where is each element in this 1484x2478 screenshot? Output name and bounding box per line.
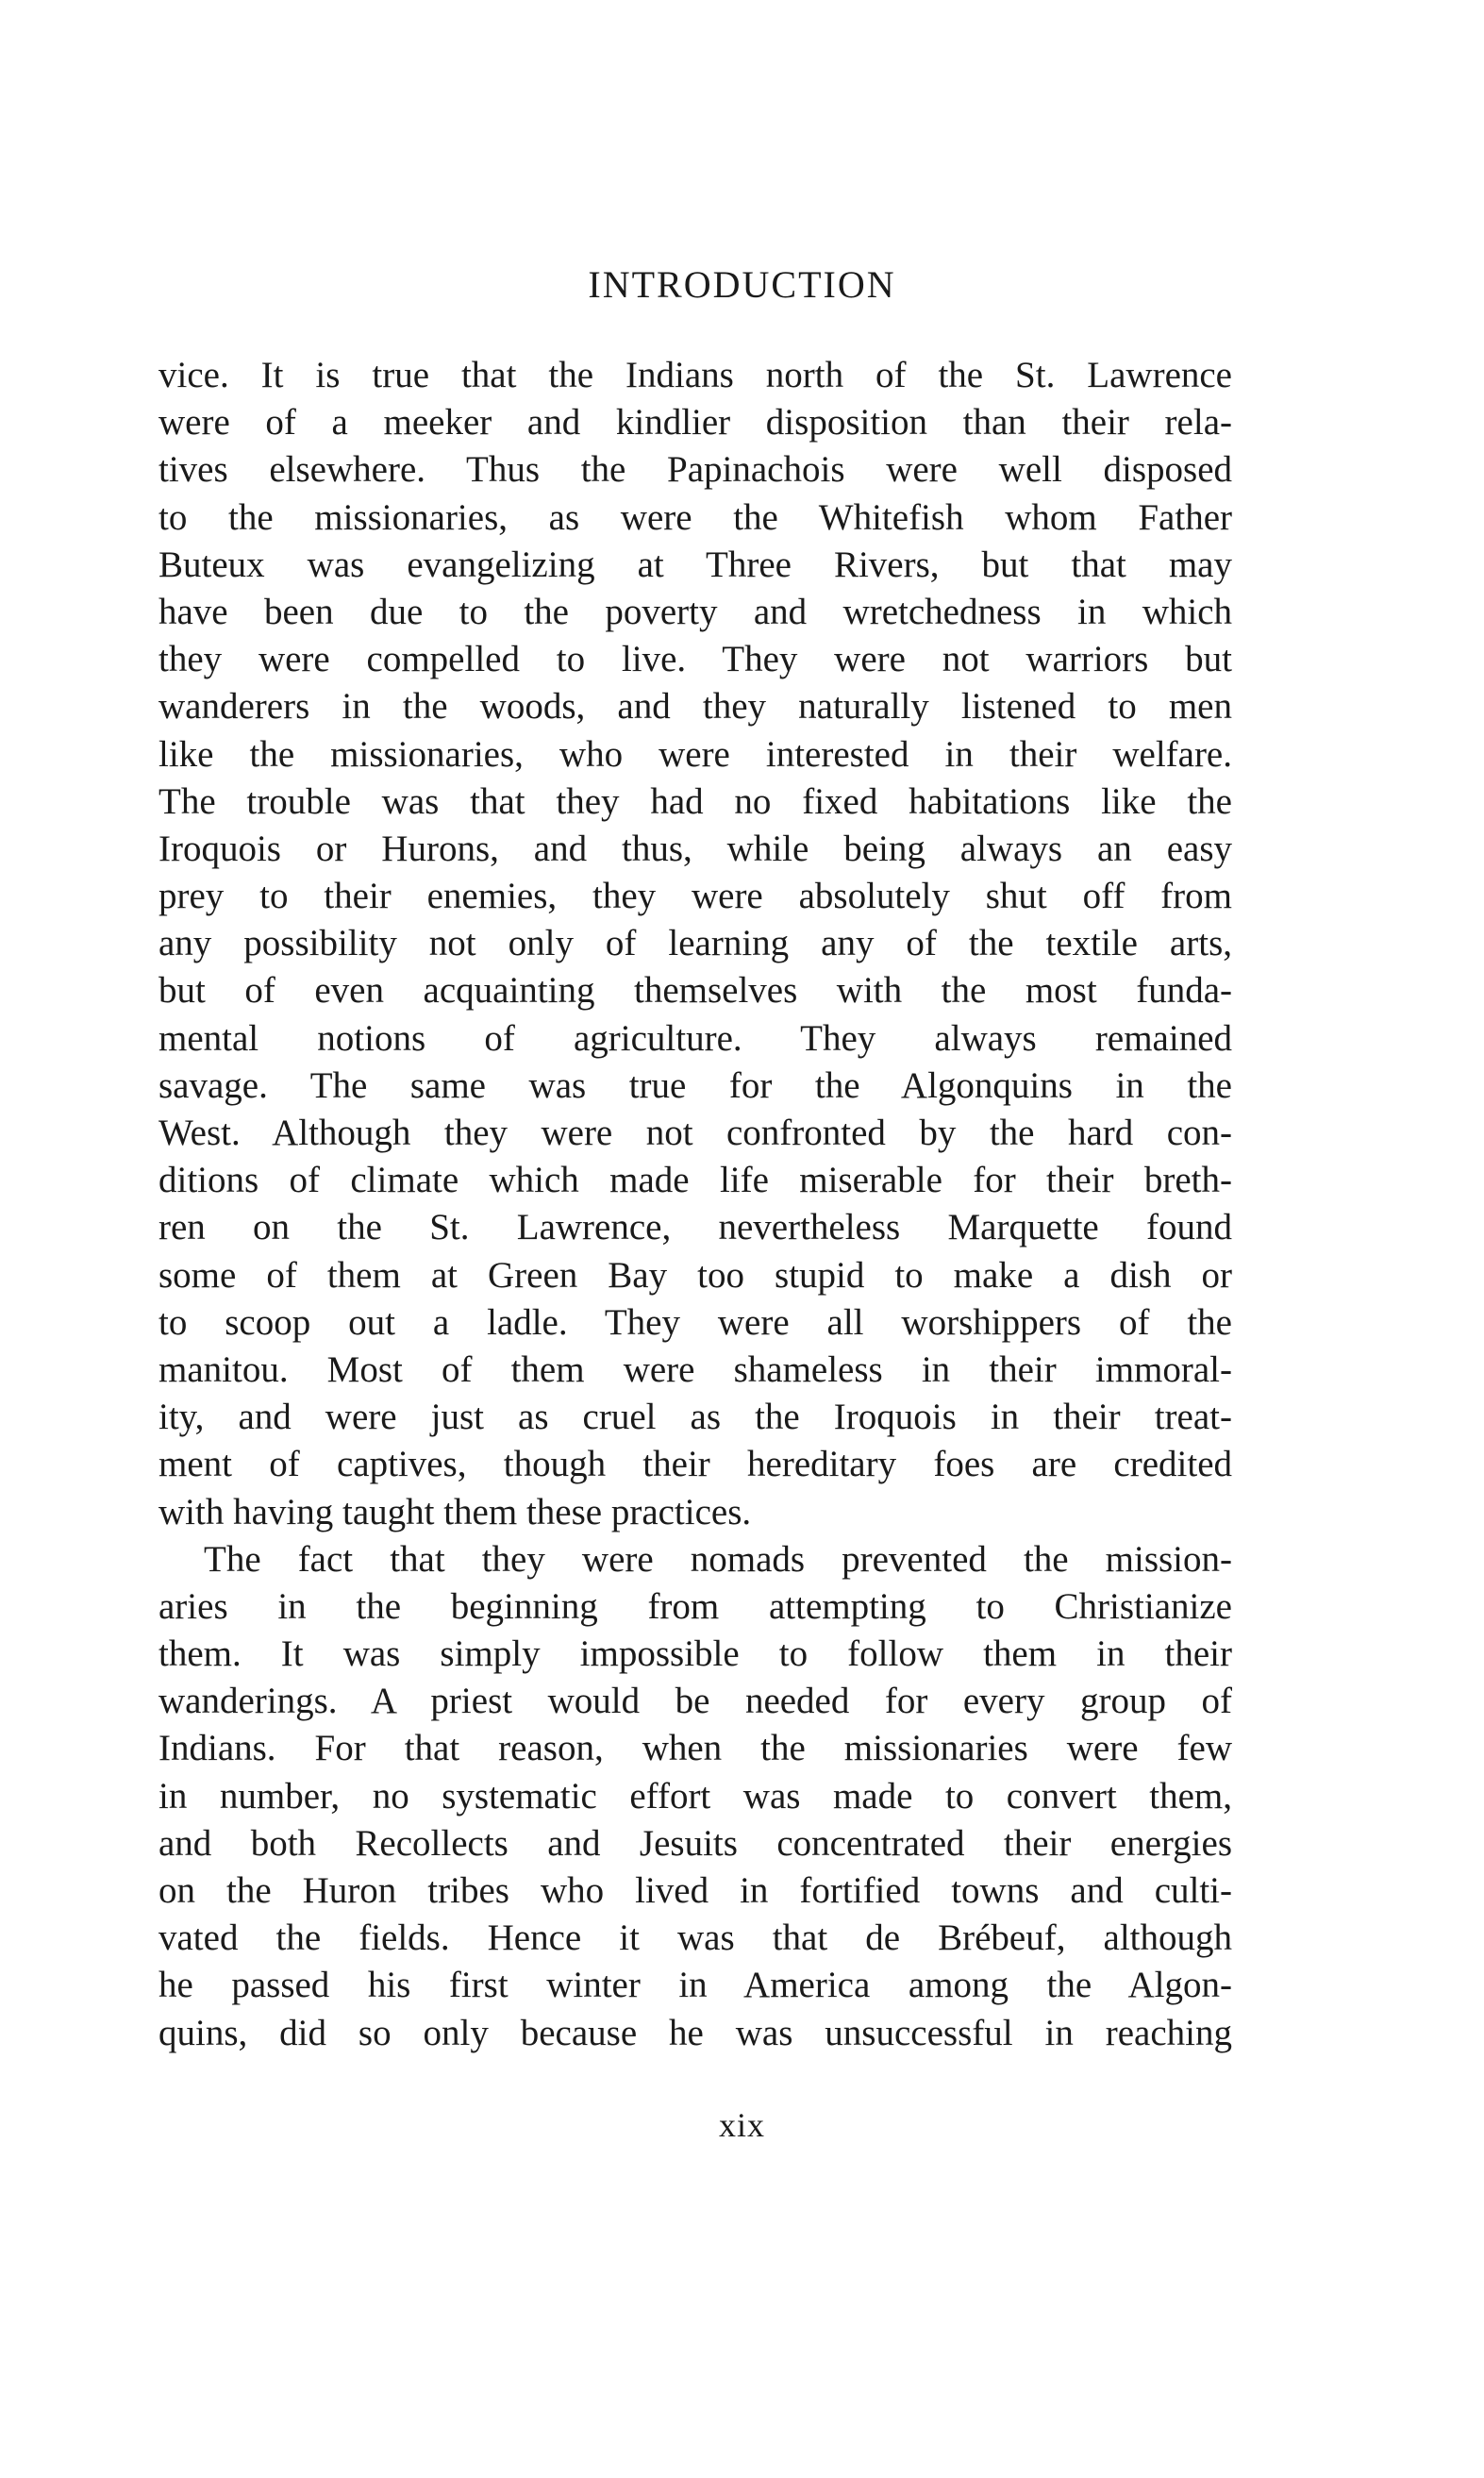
text-line: have been due to the poverty and wretchedness in which [158, 591, 1232, 632]
text-line: some of them at Green Bay too stupid to make a dish or [158, 1254, 1232, 1296]
text-line: to scoop out a ladle. They were all worshippers of the [158, 1301, 1232, 1343]
text-line: on the Huron tribes who lived in fortified towns and culti- [158, 1870, 1232, 1911]
text-line: with having taught them these practices. [158, 1491, 752, 1532]
text-line: The fact that they were nomads prevented the mission- [204, 1538, 1232, 1580]
text-line: quins, did so only because he was unsuccessful in reaching [158, 2012, 1232, 2053]
text-line: ren on the St. Lawrence, nevertheless Marquette found [158, 1207, 1232, 1248]
text-line: prey to their enemies, they were absolutely shut off from [158, 876, 1232, 917]
text-line: they were compelled to live. They were not warriors but [158, 639, 1232, 680]
text-line: and both Recollects and Jesuits concentrated their energies [158, 1822, 1232, 1864]
text-line: tives elsewhere. Thus the Papinachois were well disposed [158, 449, 1232, 491]
text-line: vated the fields. Hence it was that de Brébeuf, although [158, 1917, 1232, 1959]
page-number: xix [718, 2106, 765, 2144]
text-line: ment of captives, though their hereditary foes are credited [158, 1444, 1232, 1485]
text-line: vice. It is true that the Indians north of the St. Lawrence [158, 355, 1232, 395]
text-line: to the missionaries, as were the Whitefish whom Father [158, 496, 1232, 538]
body-text [158, 352, 1232, 2057]
text-line: Indians. For that reason, when the missionaries were few [158, 1728, 1232, 1769]
text-line: ditions of climate which made life miserable for their breth- [158, 1160, 1232, 1201]
text-line: he passed his first winter in America among the Algon- [158, 1965, 1232, 2006]
running-title: INTRODUCTION [588, 263, 896, 306]
text-line: in number, no systematic effort was made to convert them, [158, 1775, 1232, 1817]
text-line: Buteux was evangelizing at Three Rivers, but that may [158, 544, 1232, 585]
text-line: manitou. Most of them were shameless in their immoral- [158, 1348, 1232, 1390]
text-line: Iroquois or Hurons, and thus, while being always an easy [158, 828, 1232, 869]
text-line: savage. The same was true for the Algonquins in the [158, 1064, 1232, 1106]
text-line: wanderers in the woods, and they naturally listened to men [158, 686, 1232, 728]
text-line: The trouble was that they had no fixed habitations like the [158, 780, 1232, 822]
text-line: any possibility not only of learning any of the textile arts, [158, 923, 1232, 964]
text-line: were of a meeker and kindlier disposition than their rela- [158, 402, 1232, 444]
text-line: aries in the beginning from attempting to Christianize [158, 1585, 1232, 1627]
text-line: West. Although they were not confronted by the hard con- [158, 1113, 1232, 1153]
text-line: mental notions of agriculture. They always remained [158, 1017, 1232, 1059]
text-line: them. It was simply impossible to follow them in their [158, 1633, 1232, 1675]
text-line: wanderings. A priest would be needed for every group of [158, 1681, 1232, 1722]
text-line: ity, and were just as cruel as the Iroquois in their treat- [158, 1397, 1232, 1438]
text-line: but of even acquainting themselves with the most funda- [158, 970, 1232, 1012]
text-line: like the missionaries, who were interested in their welfare. [158, 733, 1232, 775]
